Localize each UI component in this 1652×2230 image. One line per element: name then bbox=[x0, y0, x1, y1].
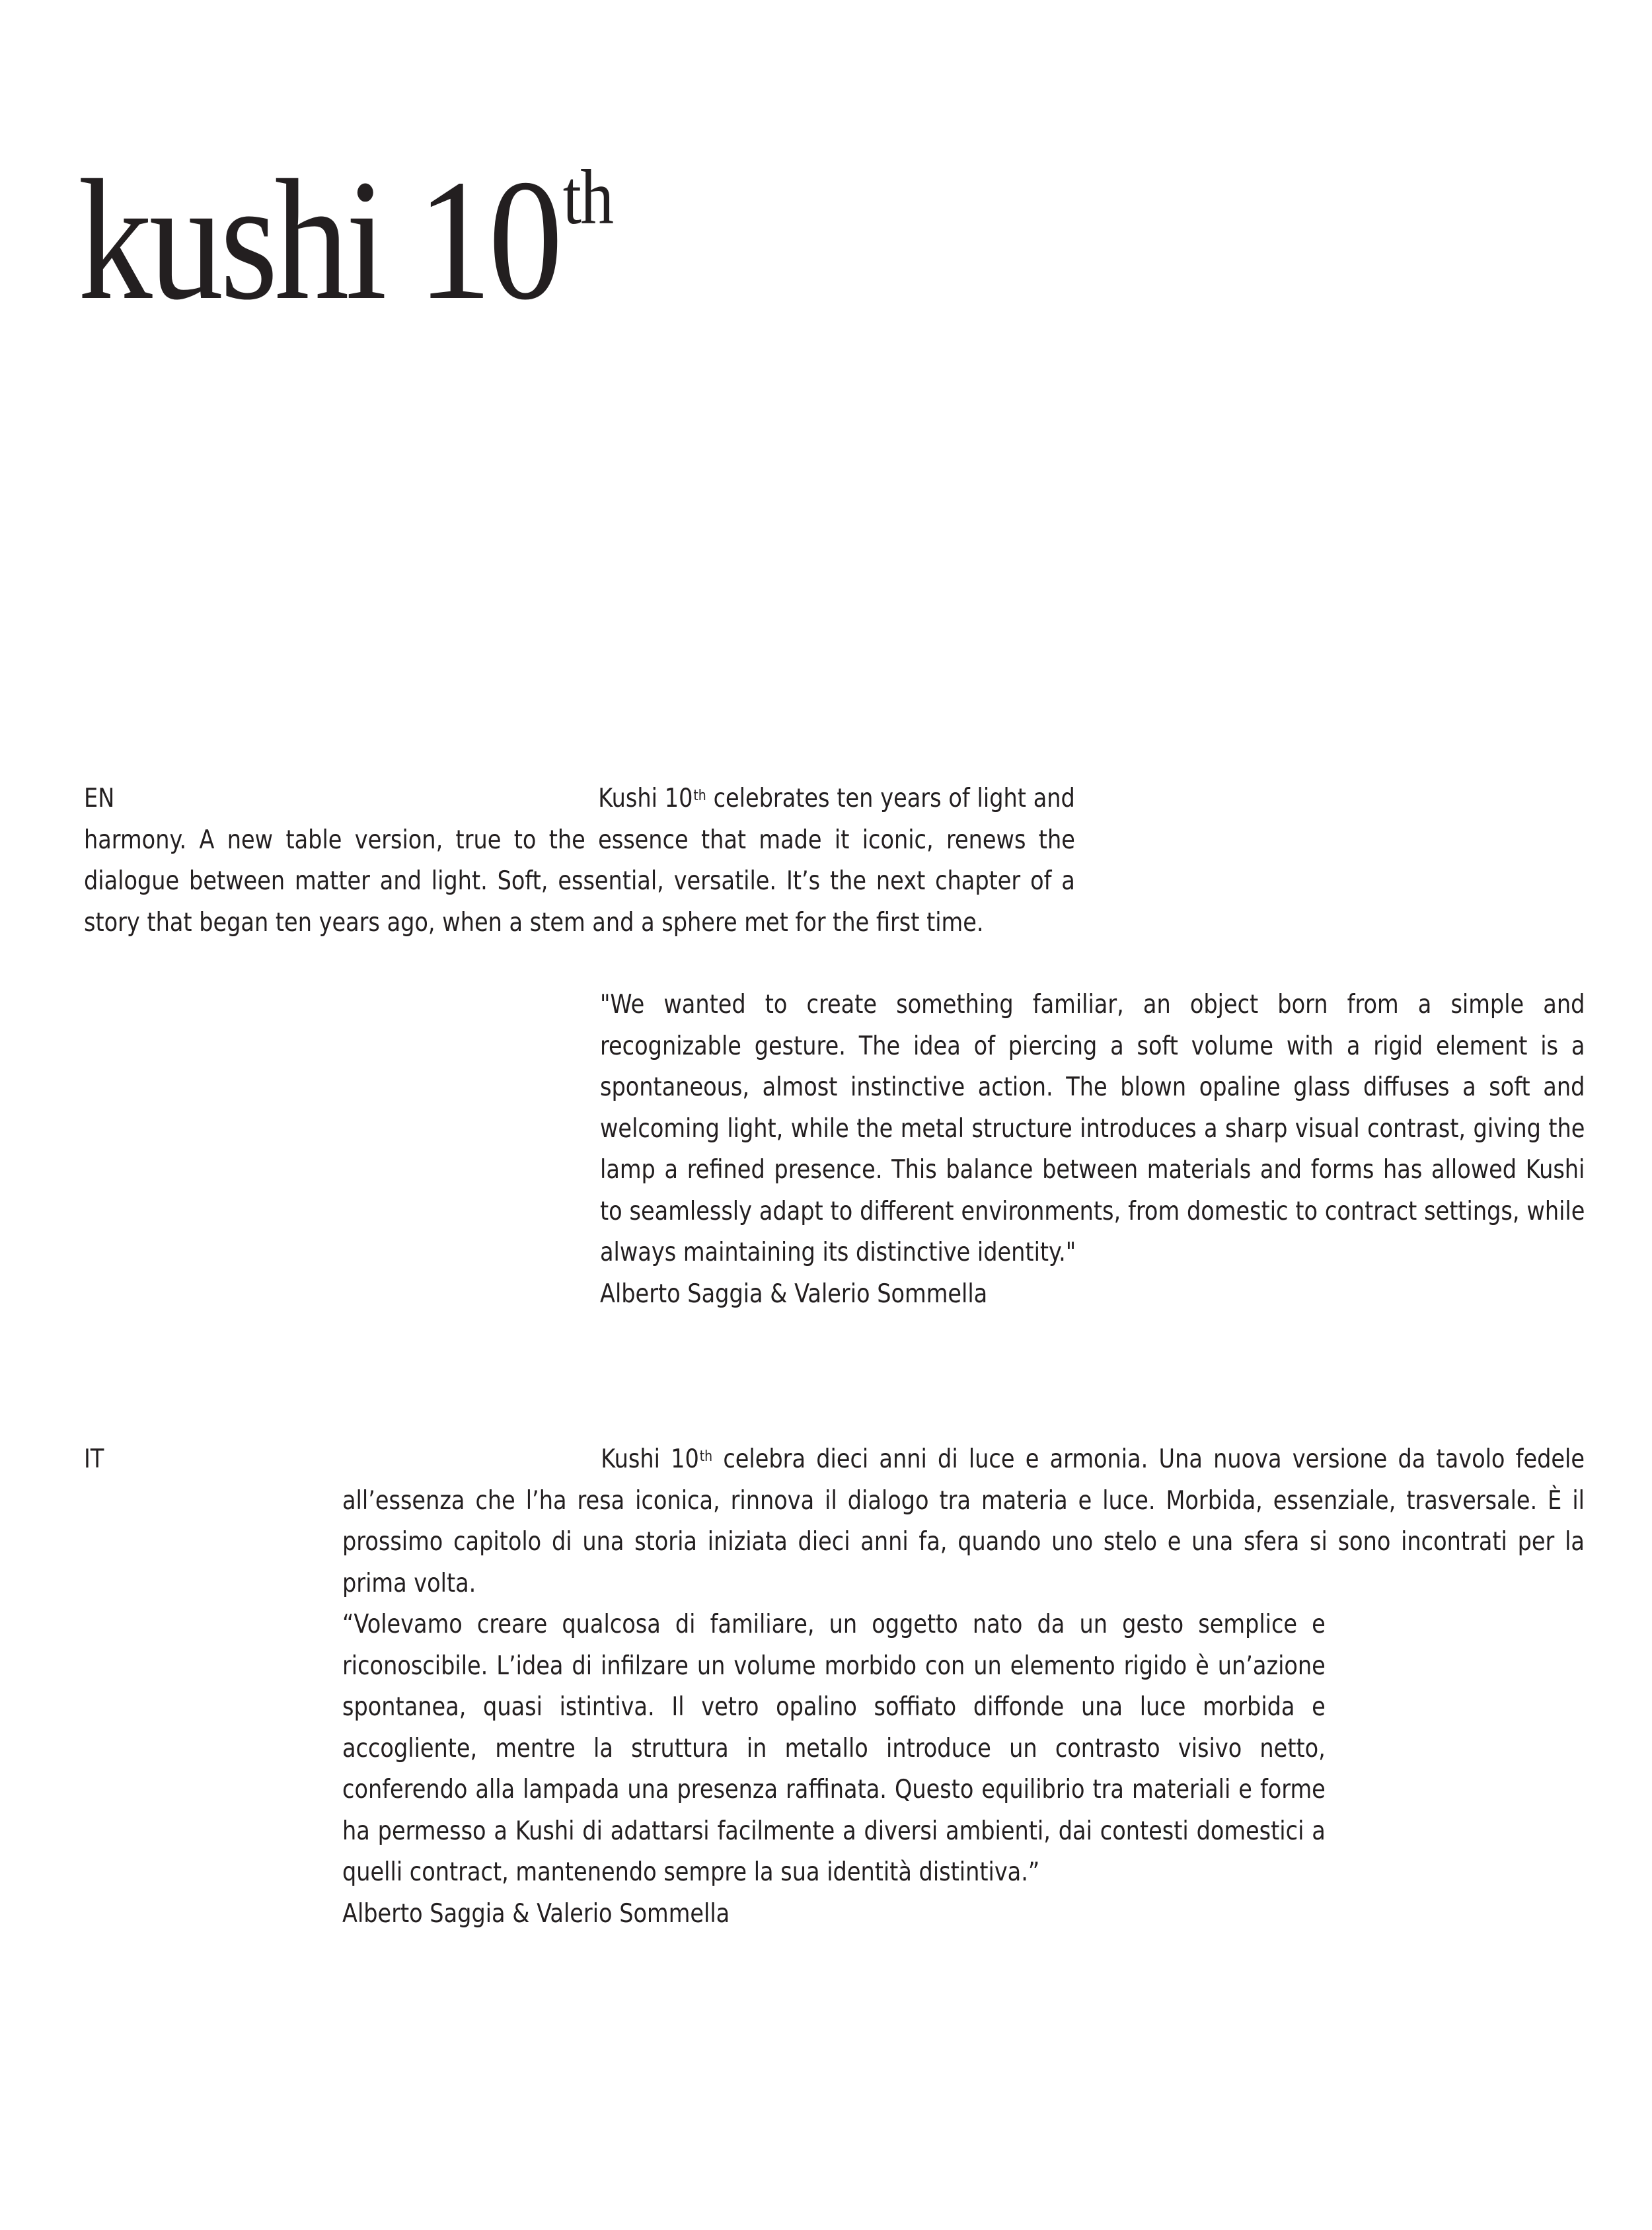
it-quote-author: Alberto Saggia & Valerio Sommella bbox=[342, 1898, 730, 1929]
it-intro-body: celebra dieci anni di luce e armonia. Una nuova versione da tavolo fedele all’essenza che l’ha resa iconica, rinnova il dialogo tra materia e luce. Morbida, essenziale, trasversale. È il prossimo capitolo di una storia iniziata dieci anni fa, quando uno stelo e una sfera si sono incontrati per la prima volta. bbox=[342, 1444, 1585, 1598]
en-intro-body: celebrates ten years of light and harmony. A new table version, true to the essence that made it iconic, renews the dialogue between matter and light. Soft, essential, versatile. It’s the next chapter of a story that began ten years ago, when a stem and a sphere met for the first time. bbox=[84, 784, 1075, 938]
en-intro-text bbox=[84, 778, 1075, 944]
page-title bbox=[78, 144, 613, 336]
language-label-en: EN bbox=[84, 784, 115, 813]
title-superscript: th bbox=[562, 154, 613, 241]
en-quote-text: "We wanted to create something familiar, an object born from a simple and recognizable gesture. The idea of piercing a soft volume with a rigid element is a spontaneous, almost instinctive action. The blown opaline glass diffuses a soft and welcoming light, while the metal structure introduces a sharp visual contrast, giving the lamp a refined presence. This balance between materials and forms has allowed Kushi to seamlessly adapt to different environments, from domestic to contract settings, while always maintaining its distinctive identity." bbox=[600, 990, 1585, 1267]
it-quote-text: “Volevamo creare qualcosa di familiare, un oggetto nato da un gesto semplice e riconoscibile. L’idea di infilzare un volume morbido con un elemento rigido è un’azione spontanea, quasi istintiva. Il vetro opalino soffiato diffonde una luce morbida e accogliente, mentre la struttura in metallo introduce un contrasto visivo netto, conferendo alla lampada una presenza raffinata. Questo equilibrio tra materiali e forme ha permesso a Kushi di adattarsi facilmente a diversi ambienti, dai contesti domestici a quelli contract, mantenendo sempre la sua identità distintiva.” bbox=[342, 1610, 1326, 1887]
en-intro-lead-sup: th bbox=[693, 788, 706, 804]
language-label-it: IT bbox=[84, 1444, 104, 1474]
title-text: kushi 10 bbox=[78, 144, 560, 336]
it-intro-text bbox=[342, 1439, 1585, 1604]
it-intro-lead: Kushi 10 bbox=[601, 1444, 699, 1474]
en-intro-lead: Kushi 10 bbox=[598, 784, 693, 813]
it-intro-paragraph bbox=[342, 1439, 1585, 1604]
en-quote-author: Alberto Saggia & Valerio Sommella bbox=[600, 1279, 988, 1309]
it-quote-block bbox=[342, 1604, 1326, 1935]
en-intro-paragraph bbox=[84, 778, 1075, 944]
en-quote-block bbox=[600, 985, 1585, 1315]
it-intro-lead-sup: th bbox=[699, 1448, 713, 1465]
